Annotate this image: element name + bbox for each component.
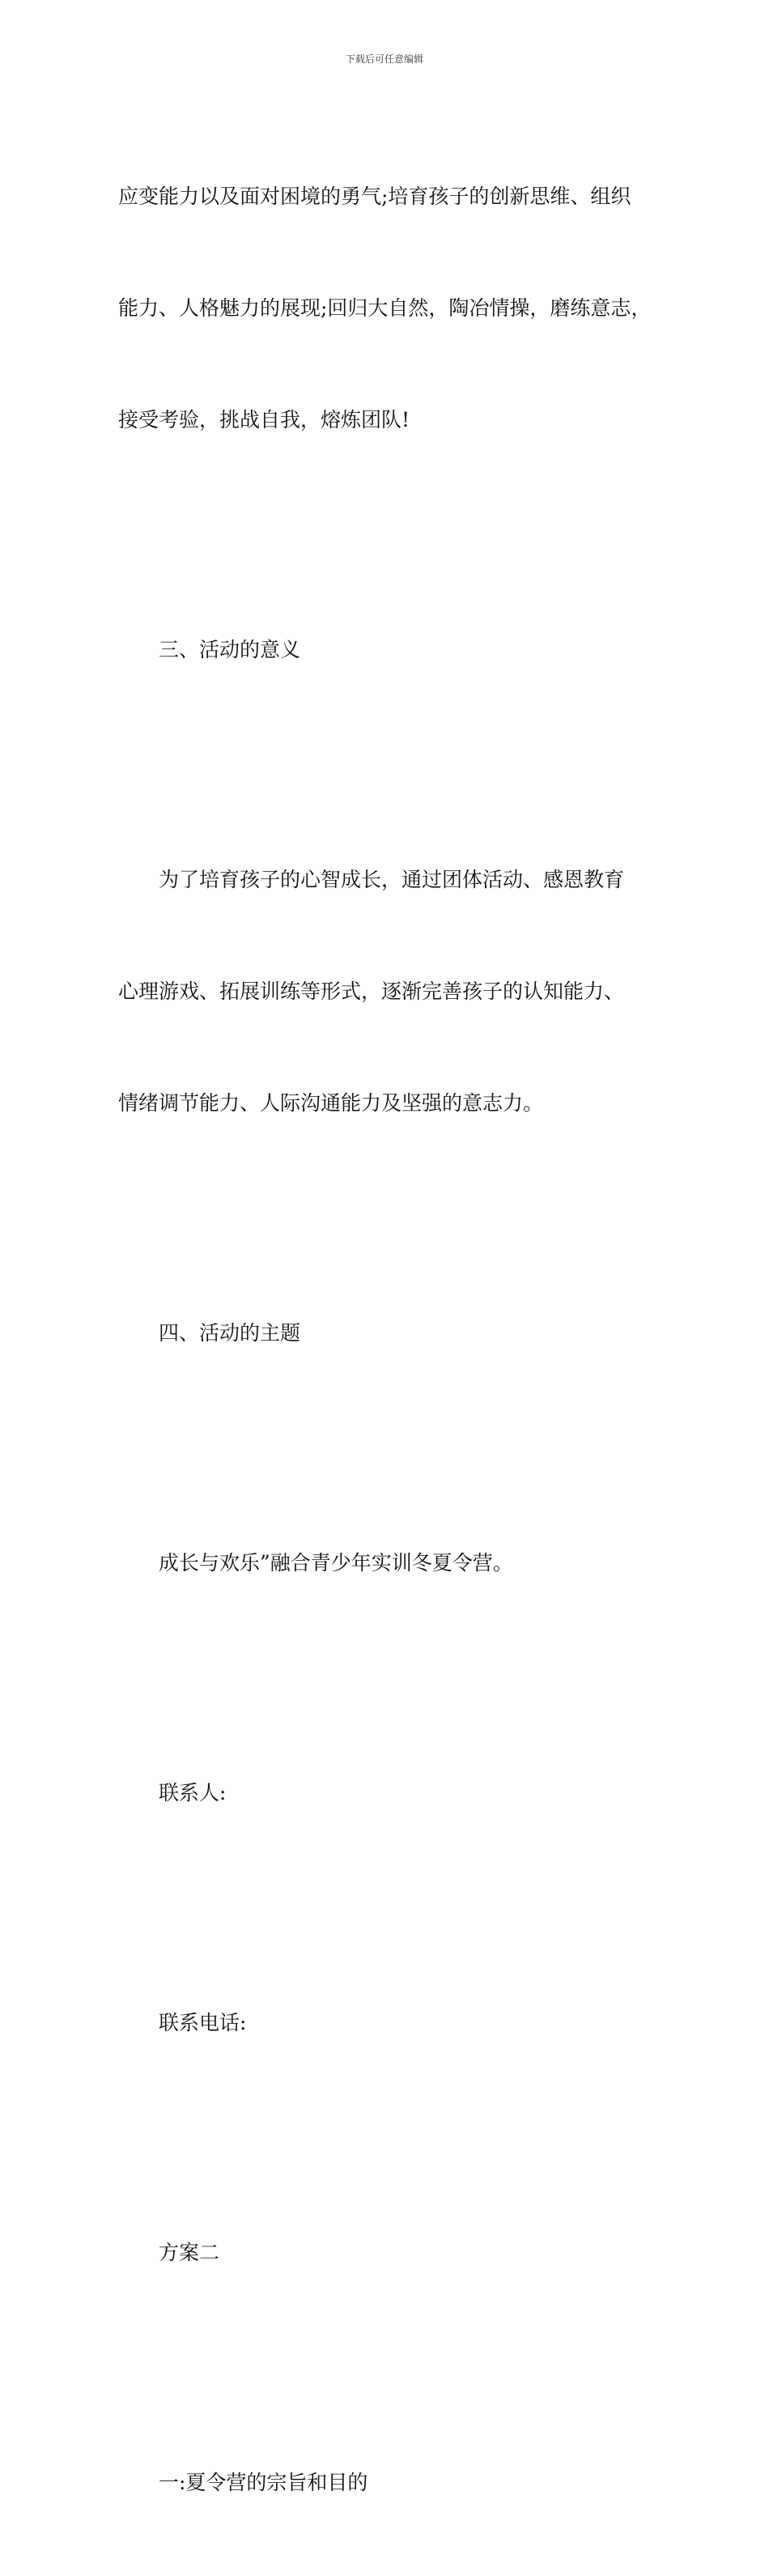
contact-phone-label — [118, 1930, 677, 2116]
heading-text: 四、活动的主题 — [159, 1321, 301, 1345]
paragraph-significance — [118, 787, 677, 1197]
contact-person-label — [118, 1700, 677, 1886]
heading-text: 方案二 — [159, 2241, 220, 2264]
text-line: 成长与欢乐”融合青少年实训冬夏令营。 — [159, 1551, 513, 1575]
text-line: 接受考验，挑战自我，熔炼团队! — [118, 408, 410, 431]
text-line: 心理游戏、拓展训练等形式，逐渐完善孩子的认知能力、 — [118, 980, 625, 1003]
section-heading-significance — [118, 557, 677, 743]
section-heading-purpose — [118, 2390, 677, 2576]
paragraph-theme — [118, 1470, 677, 1656]
text-line: 联系电话: — [159, 2011, 247, 2034]
text-line: 为了培育孩子的心智成长，通过团体活动、感恩教育 — [159, 868, 625, 891]
section-heading-theme — [118, 1240, 677, 1426]
text-line: 能力、人格魅力的展现;回归大自然，陶冶情操，磨练意志， — [118, 296, 652, 320]
document-body — [118, 104, 677, 2576]
text-line: 联系人: — [159, 1781, 227, 1804]
plan-two-heading — [118, 2160, 677, 2346]
text-line: 应变能力以及面对困境的勇气;培育孩子的创新思维、组织 — [118, 185, 631, 208]
text-line: 情绪调节能力、人际沟通能力及坚强的意志力。 — [118, 1091, 544, 1115]
paragraph-goals-continued — [118, 104, 677, 513]
page-header: 下载后可任意编辑 — [345, 53, 423, 65]
heading-text: 三、活动的意义 — [159, 638, 301, 661]
heading-text: 一:夏令营的宗旨和目的 — [159, 2471, 368, 2494]
